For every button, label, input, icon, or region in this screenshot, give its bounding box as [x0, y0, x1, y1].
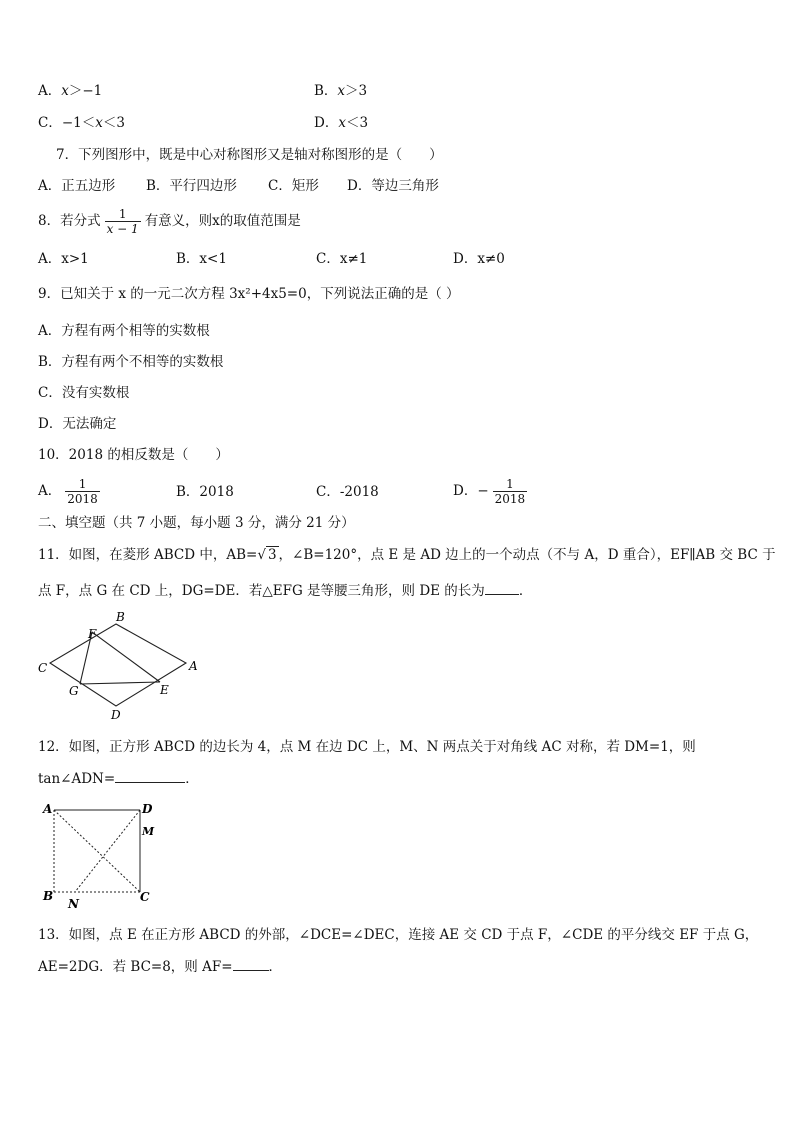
- section-heading-fill-blank: 二、填空题（共 7 小题，每小题 3 分，满分 21 分）: [38, 515, 355, 531]
- q12-line1: 12．如图，正方形 ABCD 的边长为 4，点 M 在边 DC 上，M、N 两点关于对角线 AC 对称，若 DM=1，则: [38, 739, 696, 755]
- q7-stem: 7．下列图形中，既是中心对称图形又是轴对称图形的是（ ）: [56, 147, 443, 163]
- q10-option-b: B．2018: [176, 484, 234, 500]
- q12-answer-blank[interactable]: [115, 770, 185, 783]
- q11-line2: 点 F，点 G 在 CD 上，DG=DE．若△EFG 是等腰三角形，则 DE 的长为 ．: [38, 583, 533, 599]
- label-d: D: [111, 708, 121, 722]
- q10-option-c: C．-2018: [316, 484, 379, 500]
- q10-d-fraction: $\frac{1}{2018}$: [494, 477, 526, 506]
- q13-answer-blank[interactable]: [233, 958, 269, 971]
- q8-option-c: C．x≠1: [316, 251, 368, 267]
- label-g: G: [69, 684, 79, 698]
- q8-option-b: B．x<1: [176, 251, 227, 267]
- q13-line2: AE=2DG．若 BC=8，则 AF= ．: [38, 959, 283, 975]
- q8-fraction: $\frac{1}{x - 1}$: [106, 207, 139, 236]
- q6-option-a: A．x＞−1: [38, 83, 103, 99]
- q11-answer-blank[interactable]: [485, 582, 519, 595]
- q6-option-b: B．x＞3: [314, 83, 368, 99]
- q8-option-a: A．x>1: [38, 251, 89, 267]
- label-e: E: [160, 683, 169, 697]
- label-m: M: [142, 825, 155, 838]
- q11-line1: 11．如图，在菱形 ABCD 中，AB=√ 3 ，∠B=120°，点 E 是 AD 边上的一个动点（不与 A，D 重合），EF∥AB 交 BC 于: [38, 547, 776, 563]
- q9-option-b: B．方程有两个不相等的实数根: [38, 354, 224, 370]
- label-b: B: [43, 889, 54, 903]
- label-n: N: [68, 897, 79, 911]
- q9-stem: 9．已知关于 x 的一元二次方程 3x²+4x5=0，下列说法正确的是（ ）: [38, 286, 460, 302]
- label-a: A: [189, 659, 198, 673]
- q6-option-c: C．−1＜x＜3: [38, 115, 125, 131]
- label-f: F: [88, 627, 97, 641]
- q11-rhombus-figure: [36, 610, 204, 722]
- q11-sqrt: √ 3: [257, 547, 277, 563]
- q6-option-d: D．x＜3: [314, 115, 369, 131]
- q12-square-figure: [36, 800, 166, 912]
- q10-a-fraction: $\frac{1}{2018}$: [67, 477, 98, 506]
- q9-option-c: C．没有实数根: [38, 385, 130, 401]
- diagonal-ac: [54, 810, 140, 892]
- segment-ge: [80, 682, 160, 684]
- q10-stem: 10．2018 的相反数是（ ）: [38, 447, 229, 463]
- q10-option-d: D．− $\frac{1}{2018}$: [453, 477, 526, 506]
- label-b: B: [116, 610, 125, 624]
- label-c: C: [38, 661, 48, 675]
- segment-ef: [92, 632, 160, 682]
- label-a: A: [43, 802, 53, 816]
- q7-option-a: A．正五边形: [38, 178, 116, 194]
- q7-option-b: B．平行四边形: [146, 178, 237, 194]
- q7-option-d: D．等边三角形: [347, 178, 439, 194]
- q10-option-a: A． $\frac{1}{2018}$: [38, 477, 98, 506]
- q13-line1: 13．如图，点 E 在正方形 ABCD 的外部，∠DCE=∠DEC，连接 AE 交 CD 于点 F，∠CDE 的平分线交 EF 于点 G，: [38, 927, 759, 943]
- q12-line2: tan∠ADN= ．: [38, 771, 199, 787]
- label-d: D: [142, 802, 153, 816]
- q8-option-d: D．x≠0: [453, 251, 505, 267]
- segment-dn: [75, 810, 140, 892]
- label-c: C: [140, 890, 150, 904]
- q9-option-a: A．方程有两个相等的实数根: [38, 323, 210, 339]
- q8-stem: 8．若分式 $\frac{1}{x - 1}$ 有意义，则x的取值范围是: [38, 207, 301, 236]
- q7-option-c: C．矩形: [268, 178, 319, 194]
- q9-option-d: D．无法确定: [38, 416, 117, 432]
